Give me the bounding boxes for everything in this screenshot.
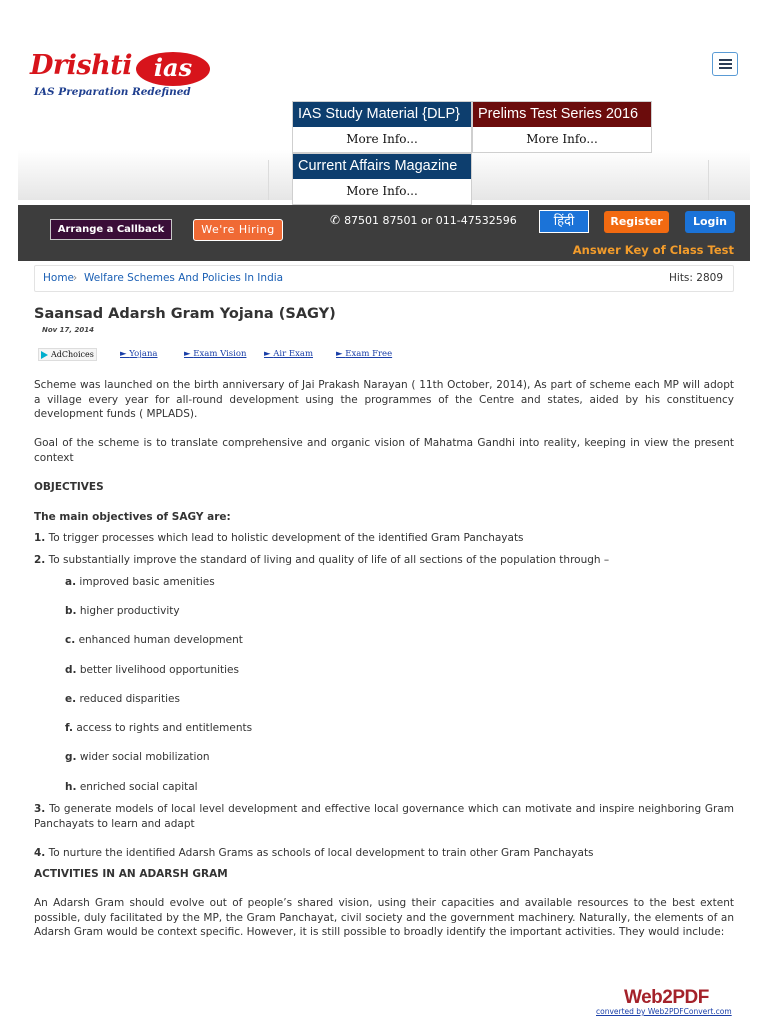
- ad-link-air-exam[interactable]: ► Air Exam: [264, 349, 313, 359]
- objectives-heading: OBJECTIVES: [34, 481, 104, 493]
- sub-item-g: g. wider social mobilization: [65, 751, 210, 763]
- ad-current-affairs-more[interactable]: More Info...: [346, 184, 418, 198]
- objective-1: 1. To trigger processes which lead to holistic development of the identified Gram Panchayats: [34, 532, 524, 544]
- phone-number: 87501 87501 or 011-47532596: [344, 214, 517, 227]
- ad-study-material-more[interactable]: More Info...: [346, 132, 418, 146]
- objective-2: 2. To substantially improve the standard of living and quality of life of all sections of the population through –: [34, 554, 610, 566]
- activities-paragraph: An Adarsh Gram should evolve out of people’s shared vision, using their capacities and available resources to the best extent possible, duly facilitated by the MP, the Gram Panchayat, civil society and the government machinery. Naturally, the elements of an Adarsh Gram would be context specific. However, it is still possible to broadly identify the important activities. They would include:: [34, 897, 734, 938]
- logo-brand: Drishti: [30, 50, 132, 81]
- ad-link-exam-vision[interactable]: ► Exam Vision: [184, 349, 247, 359]
- ad-study-material[interactable]: [292, 101, 472, 153]
- breadcrumb-category[interactable]: Welfare Schemes And Policies In India: [84, 272, 284, 284]
- sub-item-c: c. enhanced human development: [65, 634, 243, 646]
- web2pdf-converted-link[interactable]: converted by Web2PDFConvert.com: [596, 1007, 732, 1016]
- logo-tagline: IAS Preparation Redefined: [34, 86, 191, 98]
- adchoices-icon: [41, 351, 48, 359]
- hits-counter: Hits: 2809: [669, 272, 723, 284]
- drishti-ias-logo[interactable]: [30, 50, 200, 102]
- sub-item-e: e. reduced disparities: [65, 693, 180, 705]
- adchoices-badge[interactable]: AdChoices: [38, 348, 97, 361]
- article-date: Nov 17, 2014: [42, 326, 94, 334]
- top-navbar: [18, 205, 750, 261]
- phone-icon: ✆: [330, 213, 341, 227]
- breadcrumb-separator: ›: [73, 272, 78, 284]
- ad-prelims-test-title[interactable]: Prelims Test Series 2016: [473, 102, 651, 127]
- objective-3: 3. To generate models of local level development and effective local governance which can motivate and inspire neighboring Gram Panchayats to learn and adapt: [34, 803, 734, 830]
- activities-heading: ACTIVITIES IN AN ADARSH GRAM: [34, 868, 228, 880]
- objective-4: 4. To nurture the identified Adarsh Grams as schools of local development to train other Gram Panchayats: [34, 847, 594, 859]
- web2pdf-logo: Web2PDF: [624, 987, 709, 1008]
- were-hiring-button[interactable]: We're Hiring: [193, 219, 283, 241]
- main-objectives-heading: The main objectives of SAGY are:: [34, 511, 231, 523]
- login-button[interactable]: Login: [685, 211, 735, 233]
- ad-study-material-title[interactable]: IAS Study Material {DLP}: [293, 102, 471, 127]
- article-title: Saansad Adarsh Gram Yojana (SAGY): [34, 306, 336, 322]
- ad-link-exam-free[interactable]: ► Exam Free: [336, 349, 393, 359]
- sub-item-a: a. improved basic amenities: [65, 576, 215, 588]
- ad-current-affairs[interactable]: [292, 153, 472, 205]
- register-button[interactable]: Register: [604, 211, 669, 233]
- phone-contact: [330, 213, 517, 227]
- ad-prelims-test-more[interactable]: More Info...: [526, 132, 598, 146]
- ad-current-affairs-title[interactable]: Current Affairs Magazine: [293, 154, 471, 179]
- menu-icon[interactable]: [712, 52, 738, 76]
- ad-prelims-test[interactable]: [472, 101, 652, 153]
- sub-item-f: f. access to rights and entitlements: [65, 722, 253, 734]
- answer-key-link[interactable]: Answer Key of Class Test: [572, 243, 734, 257]
- web2pdf-watermark[interactable]: [596, 987, 750, 1019]
- sub-item-h: h. enriched social capital: [65, 781, 198, 793]
- ad-link-yojana[interactable]: ► Yojana: [120, 349, 158, 359]
- sub-item-d: d. better livelihood opportunities: [65, 664, 239, 676]
- hindi-language-button[interactable]: हिंदी: [539, 210, 589, 233]
- goal-paragraph: Goal of the scheme is to translate comprehensive and organic vision of Mahatma Gandhi into reality, keeping in view the present context: [34, 437, 734, 464]
- breadcrumb: [34, 265, 734, 292]
- breadcrumb-home[interactable]: Home: [43, 272, 75, 284]
- sub-item-b: b. higher productivity: [65, 605, 180, 617]
- arrange-callback-button[interactable]: Arrange a Callback: [50, 219, 172, 240]
- intro-paragraph: Scheme was launched on the birth anniversary of Jai Prakash Narayan ( 11th October, 2014), As part of scheme each MP will adopt a village every year for all-round development using the programmes of the Centre and states, aided by his constituency development funds ( MPLADS).: [34, 379, 734, 420]
- logo-ias-badge: ias: [136, 52, 210, 86]
